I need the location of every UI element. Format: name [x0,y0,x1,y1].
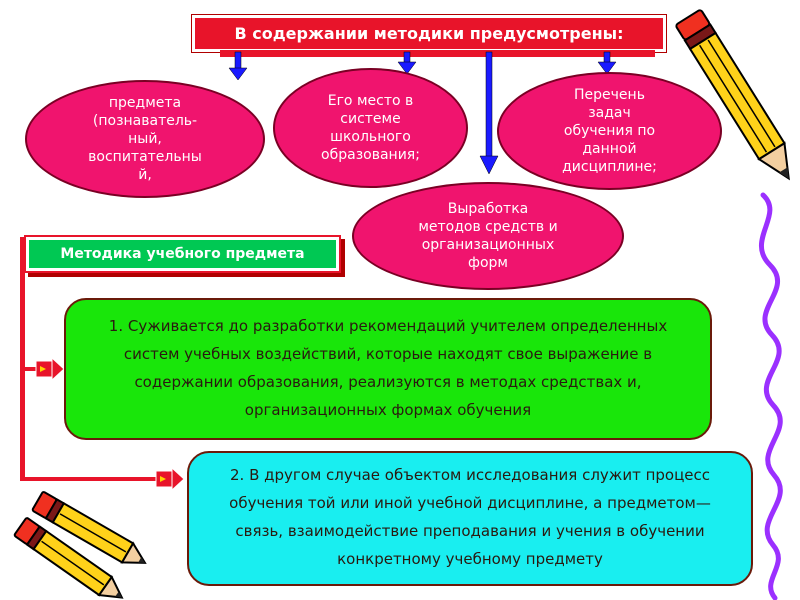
header-underline [220,50,655,57]
first-definition-block: 1. Суживается до разработки рекомендаций учителем определенных систем учебных воздействий, которые находят свое выражение в содержании образования, реализуются в методах средствах и, организационных формах обучения [64,298,712,440]
ellipse-methods [352,182,624,290]
connector-vertical [20,237,25,481]
methodology-label: Методика учебного предмета [26,237,339,271]
pencil-icon [686,2,796,202]
header-title: В содержании методики предусмотрены: [192,15,666,52]
ellipse-subject-text: предмета (познаватель- ный, воспитательны й, [88,95,202,183]
ellipse-subject [25,80,265,198]
ellipse-methods-text: Выработка методов средств и организационных форм [418,201,558,271]
arrow-right-icon [36,358,64,380]
ellipse-school-place [273,68,468,188]
pencils-icon [0,480,160,600]
arrow-down-icon [479,52,499,176]
arrow-down-icon [228,52,248,82]
arrow-right-icon [156,468,184,490]
second-definition-block: 2. В другом случае объектом исследования служит процесс обучения той или иной учебной дисциплине, а предметом— связь, взаимодействие преподавания и учения в обучении конкретному учебному предмету [187,451,753,586]
ellipse-tasks-list-text: Перечень задач обучения по данной дисциплине; [562,87,657,175]
ellipse-school-place-text: Его место в системе школьного образования; [321,93,420,163]
